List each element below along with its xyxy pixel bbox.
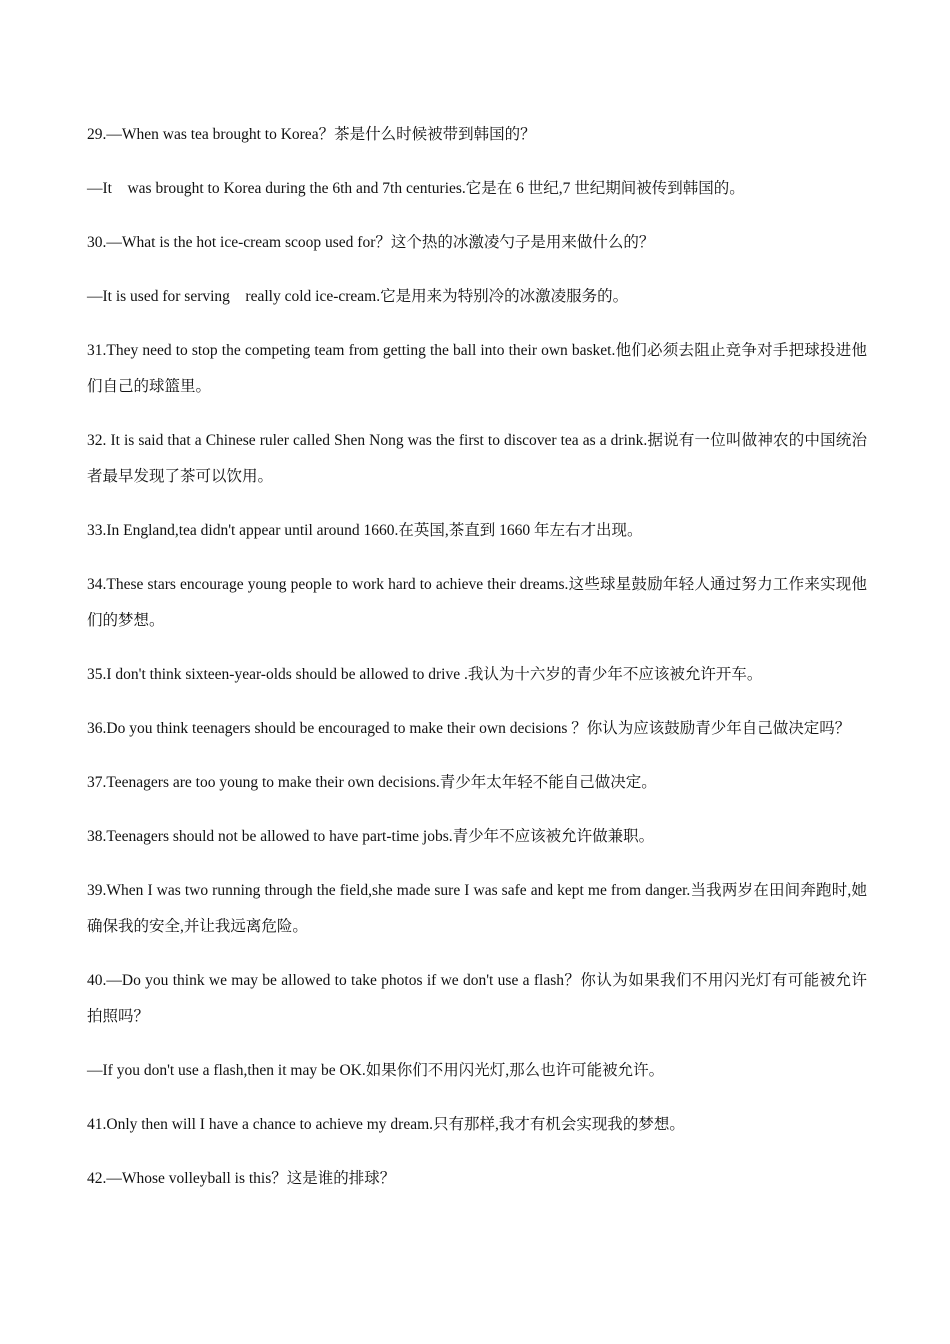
sentence-32: 32. It is said that a Chinese ruler called Shen Nong was the first to discover tea as a drink.据说有一位叫做神农的中国统治者最早发现了茶可以饮用。 [87,432,867,485]
sentence-35: 35.I don't think sixteen-year-olds should be allowed to drive .我认为十六岁的青少年不应该被允许开车。 [87,666,763,683]
sentence-29-question: 29.—When was tea brought to Korea？茶是什么时候被带到韩国的？ [87,126,536,143]
sentence-40-answer: —If you don't use a flash,then it may be OK.如果你们不用闪光灯,那么也许可能被允许。 [87,1062,665,1079]
sentence-36: 36.Do you think teenagers should be encouraged to make their own decisions ？你认为应该鼓励青少年自己做决定吗？ [87,720,851,737]
sentence-38: 38.Teenagers should not be allowed to have part-time jobs.青少年不应该被允许做兼职。 [87,828,655,845]
sentence-42-question: 42.—Whose volleyball is this？这是谁的排球？ [87,1170,396,1187]
sentence-37: 37.Teenagers are too young to make their own decisions.青少年太年轻不能自己做决定。 [87,774,657,791]
sentence-29-answer: —It was brought to Korea during the 6th and 7th centuries.它是在 6 世纪,7 世纪期间被传到韩国的。 [87,180,745,197]
sentence-40-question: 40.—Do you think we may be allowed to take photos if we don't use a flash？你认为如果我们不用闪光灯有可能被允许拍照吗？ [87,972,867,1025]
sentence-30-answer: —It is used for serving really cold ice-cream.它是用来为特别冷的冰激凌服务的。 [87,288,629,305]
sentence-34: 34.These stars encourage young people to work hard to achieve their dreams.这些球星鼓励年轻人通过努力工作来实现他们的梦想。 [87,576,867,629]
sentence-33: 33.In England,tea didn't appear until around 1660.在英国,茶直到 1660 年左右才出现。 [87,522,643,539]
sentence-39: 39.When I was two running through the field,she made sure I was safe and kept me from danger.当我两岁在田间奔跑时,她确保我的安全,并让我远离危险。 [87,882,867,935]
sentence-31: 31.They need to stop the competing team from getting the ball into their own basket.他们必须去阻止竞争对手把球投进他们自己的球篮里。 [87,342,867,395]
sentence-30-question: 30.—What is the hot ice-cream scoop used for？这个热的冰激凌勺子是用来做什么的？ [87,234,655,251]
document-body [87,117,867,1215]
sentence-41: 41.Only then will I have a chance to achieve my dream.只有那样,我才有机会实现我的梦想。 [87,1116,685,1133]
